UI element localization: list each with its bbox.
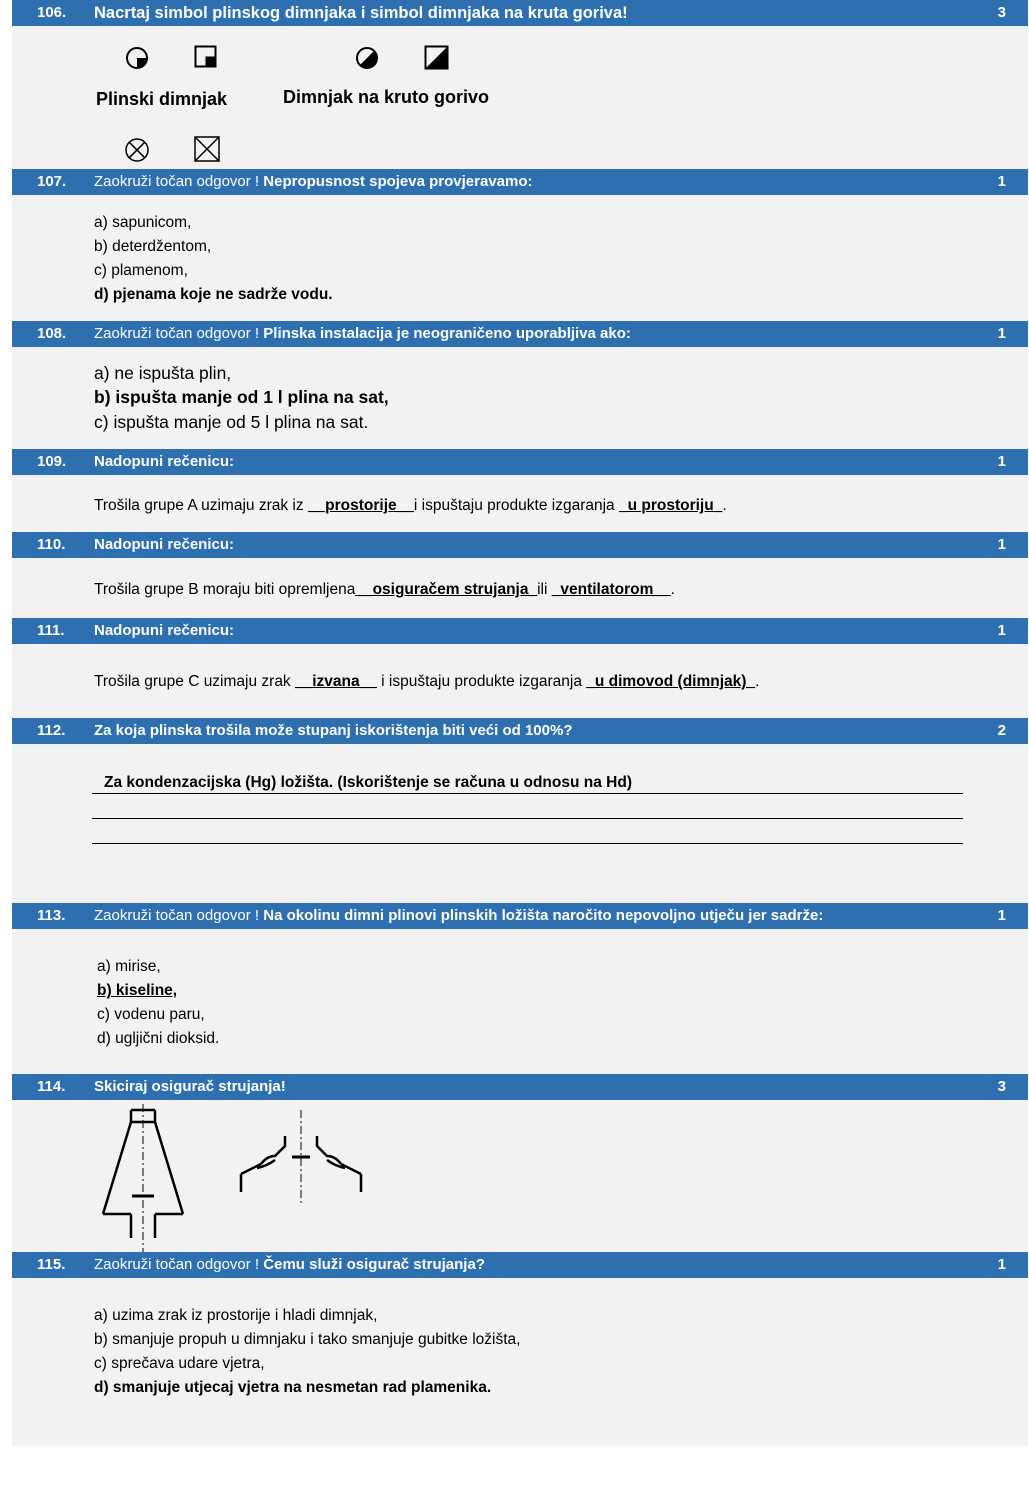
question-text: Za koja plinska trošila može stupanj iskorištenja biti veći od 100%? — [94, 722, 573, 739]
question-number: 108. — [37, 325, 67, 342]
solid-fuel-chimney-label: Dimnjak na kruto gorivo — [283, 87, 490, 107]
question-number: 114. — [37, 1078, 66, 1095]
sentence-text: ili — [537, 581, 552, 598]
blank-answer-2[interactable]: _u prostoriju_ — [618, 497, 723, 514]
answer-a[interactable]: a) ne ispušta plin, — [94, 363, 232, 383]
question-number: 109. — [37, 453, 67, 470]
sentence-text: . — [722, 497, 727, 514]
sentence-text: . — [755, 673, 760, 690]
points: 3 — [997, 1078, 1006, 1095]
question-number: 115. — [37, 1256, 66, 1273]
question-114-header — [12, 1074, 1028, 1100]
sentence-text: Trošila grupe B moraju biti opremljena — [94, 581, 356, 598]
question-text: Nadopuni rečenicu: — [94, 536, 235, 553]
question-109-header — [12, 449, 1028, 475]
answer-d-correct[interactable]: d) smanjuje utjecaj vjetra na nesmetan rad plamenika. — [94, 1379, 492, 1396]
points: 3 — [997, 4, 1006, 21]
blank-answer-1[interactable]: __prostorije__ — [307, 497, 414, 514]
question-body: Na okolinu dimni plinovi plinskih ložišta naročito nepovoljno utječu jer sadrže: — [263, 907, 824, 924]
question-prefix: Zaokruži točan odgovor ! — [94, 173, 264, 190]
question-106-header — [12, 0, 1028, 26]
question-body: Plinska instalacija je neograničeno uporabljiva ako: — [263, 325, 631, 342]
written-answer[interactable]: Za kondenzacijska (Hg) ložišta. (Iskorištenje se računa u odnosu na Hd) — [104, 774, 632, 791]
fill-in-sentence — [94, 670, 759, 694]
question-body: Čemu služi osigurač strujanja? — [263, 1256, 485, 1273]
sentence-text: Trošila grupe C uzimaju zrak — [94, 673, 295, 690]
points: 1 — [997, 1256, 1006, 1273]
answer-c[interactable]: c) sprečava udare vjetra, — [94, 1355, 265, 1372]
gas-chimney-square-symbol-icon — [194, 45, 222, 71]
question-108-header — [12, 321, 1028, 347]
answer-b-correct[interactable]: b) kiseline, — [97, 982, 178, 999]
question-text: Skiciraj osigurač strujanja! — [94, 1078, 286, 1095]
sentence-text: Trošila grupe A uzimaju zrak iz — [94, 497, 308, 514]
points: 1 — [997, 622, 1006, 639]
sentence-text: . — [670, 581, 675, 598]
draft-diverter-sketch-side — [95, 1104, 195, 1254]
points: 1 — [997, 325, 1006, 342]
blank-answer-1[interactable]: __izvana__ — [295, 673, 377, 690]
solid-fuel-chimney-square-symbol-icon — [424, 45, 452, 71]
question-text — [94, 903, 823, 929]
circle-cross-symbol-icon — [124, 137, 154, 165]
blank-answer-2[interactable]: _u dimovod (dimnjak)_ — [586, 673, 756, 690]
answer-a[interactable]: a) mirise, — [97, 958, 161, 975]
points: 2 — [997, 722, 1006, 739]
question-113-header — [12, 903, 1028, 929]
answer-d-correct[interactable]: d) pjenama koje ne sadrže vodu. — [94, 286, 333, 303]
question-prefix: Zaokruži točan odgovor ! — [94, 325, 264, 342]
fill-in-sentence — [94, 578, 675, 602]
answer-line — [92, 843, 963, 844]
answer-a[interactable]: a) uzima zrak iz prostorije i hladi dimnjak, — [94, 1307, 378, 1324]
points: 1 — [997, 173, 1006, 190]
solid-fuel-chimney-round-symbol-icon — [354, 46, 384, 72]
question-115-header — [12, 1252, 1028, 1278]
sentence-text: i ispuštaju produkte izgaranja — [376, 673, 587, 690]
answer-c[interactable]: c) plamenom, — [94, 262, 188, 279]
answer-line — [92, 818, 963, 819]
question-prefix: Zaokruži točan odgovor ! — [94, 907, 264, 924]
points: 1 — [997, 907, 1006, 924]
question-111-header — [12, 618, 1028, 644]
question-107-header — [12, 169, 1028, 195]
blank-answer-1[interactable]: __osiguračem strujanja_ — [355, 581, 538, 598]
question-number: 106. — [37, 4, 67, 21]
answer-d[interactable]: d) ugljični dioksid. — [97, 1030, 220, 1047]
blank-answer-2[interactable]: _ventilatorom__ — [551, 581, 671, 598]
answer-line — [92, 793, 963, 794]
fill-in-sentence — [94, 494, 727, 518]
question-112-header — [12, 718, 1028, 744]
answer-b[interactable]: b) smanjuje propuh u dimnjaku i tako smanjuje gubitke ložišta, — [94, 1331, 521, 1348]
gas-chimney-label: Plinski dimnjak — [96, 89, 228, 109]
sentence-text: i ispuštaju produkte izgaranja — [413, 497, 619, 514]
question-text: Nacrtaj simbol plinskog dimnjaka i simbol dimnjaka na kruta goriva! — [94, 4, 628, 22]
question-number: 107. — [37, 173, 67, 190]
question-number: 111. — [37, 622, 65, 639]
question-text — [94, 1252, 485, 1278]
answer-a[interactable]: a) sapunicom, — [94, 214, 192, 231]
points: 1 — [997, 536, 1006, 553]
question-prefix: Zaokruži točan odgovor ! — [94, 1256, 264, 1273]
gas-chimney-round-symbol-icon — [124, 46, 154, 72]
question-text — [94, 321, 631, 347]
question-number: 113. — [37, 907, 66, 924]
answer-c[interactable]: c) vodenu paru, — [97, 1006, 205, 1023]
question-number: 110. — [37, 536, 66, 553]
answer-b-correct[interactable]: b) ispušta manje od 1 l plina na sat, — [94, 387, 389, 407]
question-110-header — [12, 532, 1028, 558]
square-cross-symbol-icon — [194, 136, 222, 164]
question-text: Nadopuni rečenicu: — [94, 453, 235, 470]
question-text: Nadopuni rečenicu: — [94, 622, 235, 639]
answer-c[interactable]: c) ispušta manje od 5 l plina na sat. — [94, 412, 369, 432]
question-body: Nepropusnost spojeva provjeravamo: — [263, 173, 533, 190]
points: 1 — [997, 453, 1006, 470]
answer-b[interactable]: b) deterdžentom, — [94, 238, 212, 255]
draft-diverter-sketch-front — [237, 1110, 367, 1210]
question-number: 112. — [37, 722, 66, 739]
question-text — [94, 169, 533, 195]
